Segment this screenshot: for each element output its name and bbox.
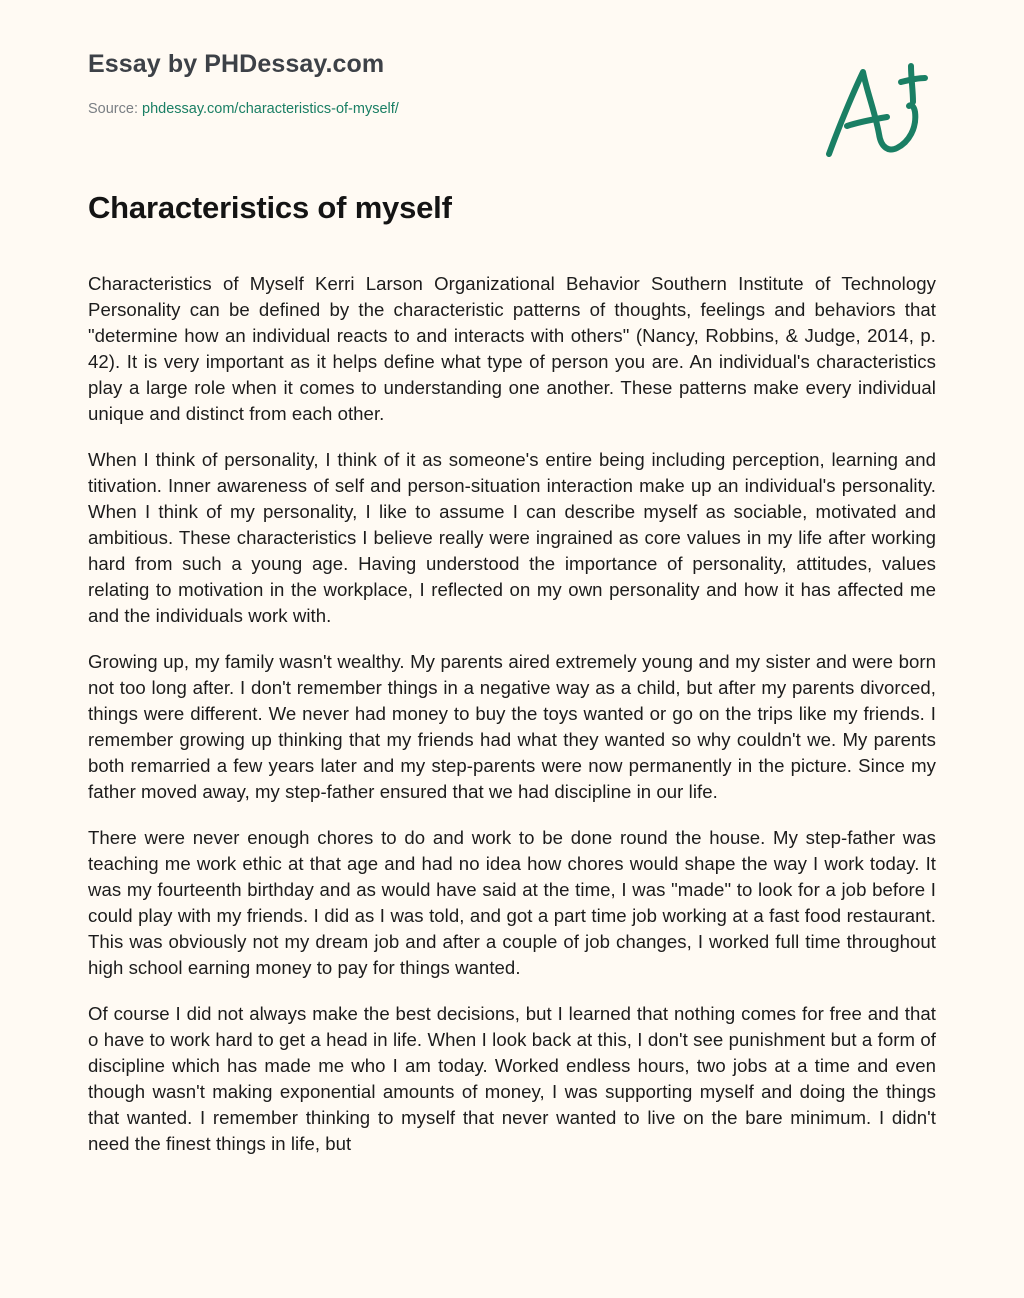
source-link[interactable]: phdessay.com/characteristics-of-myself/ [142,101,399,117]
essay-paragraph: There were never enough chores to do and work to be done round the house. My step-father was teaching me work ethic at that age and had no idea how chores would shape the way I work today. It was my fourteenth birthday and as would have said at the time, I was "made" to look for a job before I could play with my friends. I did as I was told, and got a part time job working at a fast food restaurant. This was obviously not my dream job and after a couple of job changes, I worked full time throughout high school earning money to pay for things wanted. [88,827,936,978]
essay-paragraph: Characteristics of Myself Kerri Larson Organizational Behavior Southern Institute of Technology Personality can be defined by the characteristic patterns of thoughts, feelings and behaviors that "determine how an individual reacts to and interacts with others" (Nancy, Robbins, & Judge, 2014, p. 42). It is very important as it helps define what type of person you are. An individual's characteristics play a large role when it comes to understanding one another. These patterns make every individual unique and distinct from each other. [88,273,936,424]
source-label: Source: [88,101,142,117]
essay-body [88,271,936,1177]
essay-title: Characteristics of myself [88,190,452,225]
a-plus-grade-icon [823,62,933,162]
site-brand: Essay by PHDessay.com [88,50,385,78]
essay-paragraph: When I think of personality, I think of it as someone's entire being including perception, learning and titivation. Inner awareness of self and person-situation interaction make up an individual's personality. When I think of my personality, I like to assume I can describe myself as sociable, motivated and ambitious. These characteristics I believe really were ingrained as core values in my life after working hard from such a young age. Having understood the importance of personality, attitudes, values relating to motivation in the workplace, I reflected on my own personality and how it has affected me and the individuals work with. [88,449,936,626]
essay-paragraph: Growing up, my family wasn't wealthy. My parents aired extremely young and my sister and were born not too long after. I don't remember things in a negative way as a child, but after my parents divorced, things were different. We never had money to buy the toys wanted or go on the trips like my friends. I remember growing up thinking that my friends had what they wanted so why couldn't we. My parents both remarried a few years later and my step-parents were now permanently in the picture. Since my father moved away, my step-father ensured that we had discipline in our life. [88,651,936,802]
essay-paragraph: Of course I did not always make the best decisions, but I learned that nothing comes for free and that o have to work hard to get a head in life. When I look back at this, I don't see punishment but a form of discipline which has made me who I am today. Worked endless hours, two jobs at a time and even though wasn't making exponential amounts of money, I was supporting myself and doing the things that wanted. I remember thinking to myself that never wanted to live on the bare minimum. I didn't need the finest things in life, but [88,1003,936,1154]
source-line [88,101,399,117]
